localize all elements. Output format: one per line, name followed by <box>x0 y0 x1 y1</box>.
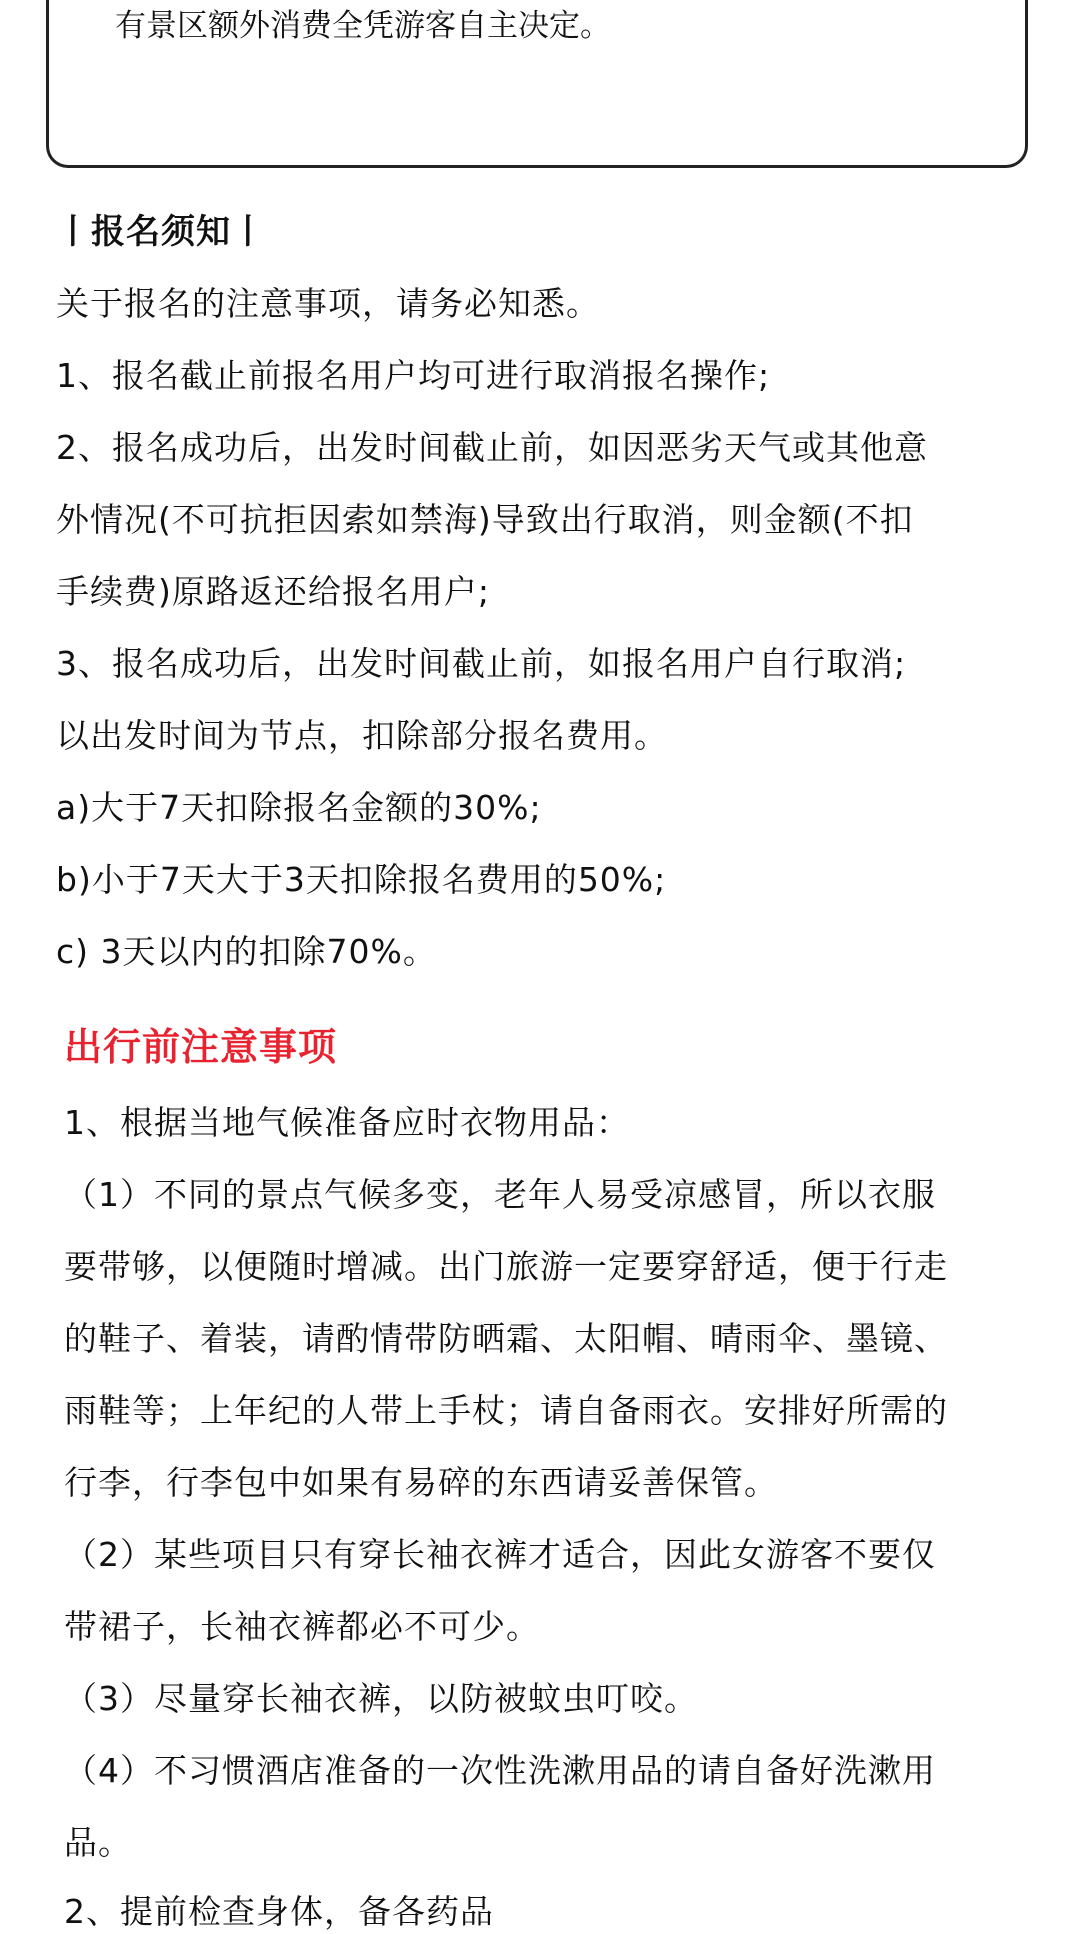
precaution-line: 1、根据当地气候准备应时衣物用品： <box>64 1103 630 1142</box>
precaution-line: 品。 <box>64 1823 132 1862</box>
registration-line: 1、报名截止前报名用户均可进行取消报名操作; <box>56 356 771 395</box>
registration-line: b)小于7天大于3天扣除报名费用的50%; <box>56 860 667 899</box>
registration-line: 外情况(不可抗拒因索如禁海)导致出行取消，则金额(不扣 <box>56 500 914 539</box>
notice-box-text: 有景区额外消费全凭游客自主决定。 <box>115 8 611 44</box>
precaution-line: （2）某些项目只有穿长袖衣裤才适合，因此女游客不要仅 <box>64 1535 936 1574</box>
precaution-line: 2、提前检查身体，备各药品 <box>64 1892 494 1931</box>
registration-line: 以出发时间为节点，扣除部分报名费用。 <box>56 716 668 755</box>
precaution-line: 要带够，以便随时增减。出门旅游一定要穿舒适，便于行走 <box>64 1247 948 1286</box>
precaution-line: 的鞋子、着装，请酌情带防晒霜、太阳帽、晴雨伞、墨镜、 <box>64 1319 948 1358</box>
precautions-title: 出行前注意事项 <box>64 1025 338 1069</box>
notice-box <box>46 0 1028 168</box>
registration-line: 关于报名的注意事项，请务必知悉。 <box>56 284 600 323</box>
registration-line: 2、报名成功后，出发时间截止前，如因恶劣天气或其他意 <box>56 428 928 467</box>
registration-line: 手续费)原路返还给报名用户; <box>56 572 490 611</box>
registration-title: 丨报名须知丨 <box>56 212 266 252</box>
precaution-line: 雨鞋等；上年纪的人带上手杖；请自备雨衣。安排好所需的 <box>64 1391 948 1430</box>
precaution-line: 带裙子，长袖衣裤都必不可少。 <box>64 1607 540 1646</box>
registration-line: c) 3天以内的扣除70%。 <box>56 932 437 971</box>
precaution-line: 行李，行李包中如果有易碎的东西请妥善保管。 <box>64 1463 778 1502</box>
registration-line: 3、报名成功后，出发时间截止前，如报名用户自行取消; <box>56 644 907 683</box>
precaution-line: （4）不习惯酒店准备的一次性洗漱用品的请自备好洗漱用 <box>64 1751 936 1790</box>
precaution-line: （1）不同的景点气候多变，老年人易受凉感冒，所以衣服 <box>64 1175 936 1214</box>
precaution-line: （3）尽量穿长袖衣裤，以防被蚊虫叮咬。 <box>64 1679 698 1718</box>
registration-line: a)大于7天扣除报名金额的30%; <box>56 788 542 827</box>
